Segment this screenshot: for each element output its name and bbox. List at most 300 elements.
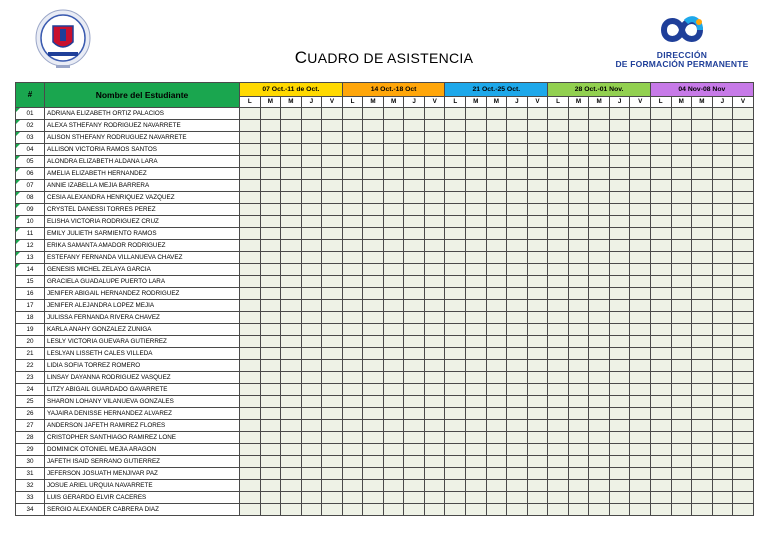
attendance-cell[interactable]: [445, 168, 466, 180]
attendance-cell[interactable]: [733, 144, 754, 156]
attendance-cell[interactable]: [712, 336, 733, 348]
attendance-cell[interactable]: [424, 288, 445, 300]
attendance-cell[interactable]: [466, 156, 487, 168]
attendance-cell[interactable]: [445, 492, 466, 504]
attendance-cell[interactable]: [692, 336, 713, 348]
attendance-cell[interactable]: [671, 504, 692, 516]
attendance-cell[interactable]: [692, 324, 713, 336]
attendance-cell[interactable]: [404, 396, 425, 408]
attendance-cell[interactable]: [548, 432, 569, 444]
attendance-cell[interactable]: [260, 348, 281, 360]
attendance-cell[interactable]: [363, 240, 384, 252]
attendance-cell[interactable]: [712, 408, 733, 420]
attendance-cell[interactable]: [671, 216, 692, 228]
attendance-cell[interactable]: [733, 372, 754, 384]
attendance-cell[interactable]: [650, 132, 671, 144]
attendance-cell[interactable]: [424, 324, 445, 336]
attendance-cell[interactable]: [342, 408, 363, 420]
attendance-cell[interactable]: [733, 384, 754, 396]
attendance-cell[interactable]: [404, 120, 425, 132]
attendance-cell[interactable]: [712, 492, 733, 504]
attendance-cell[interactable]: [404, 180, 425, 192]
attendance-cell[interactable]: [383, 360, 404, 372]
attendance-cell[interactable]: [404, 192, 425, 204]
attendance-cell[interactable]: [260, 384, 281, 396]
attendance-cell[interactable]: [712, 120, 733, 132]
attendance-cell[interactable]: [630, 216, 651, 228]
attendance-cell[interactable]: [692, 228, 713, 240]
attendance-cell[interactable]: [650, 228, 671, 240]
attendance-cell[interactable]: [486, 504, 507, 516]
attendance-cell[interactable]: [260, 372, 281, 384]
attendance-cell[interactable]: [609, 396, 630, 408]
attendance-cell[interactable]: [342, 108, 363, 120]
attendance-cell[interactable]: [445, 108, 466, 120]
attendance-cell[interactable]: [322, 336, 343, 348]
attendance-cell[interactable]: [671, 312, 692, 324]
attendance-cell[interactable]: [548, 132, 569, 144]
attendance-cell[interactable]: [301, 216, 322, 228]
attendance-cell[interactable]: [281, 108, 302, 120]
attendance-cell[interactable]: [650, 252, 671, 264]
attendance-cell[interactable]: [363, 444, 384, 456]
attendance-cell[interactable]: [383, 108, 404, 120]
attendance-cell[interactable]: [589, 336, 610, 348]
attendance-cell[interactable]: [424, 228, 445, 240]
attendance-cell[interactable]: [589, 492, 610, 504]
attendance-cell[interactable]: [301, 120, 322, 132]
attendance-cell[interactable]: [301, 144, 322, 156]
attendance-cell[interactable]: [260, 360, 281, 372]
attendance-cell[interactable]: [548, 312, 569, 324]
attendance-cell[interactable]: [630, 240, 651, 252]
attendance-cell[interactable]: [466, 120, 487, 132]
attendance-cell[interactable]: [404, 348, 425, 360]
attendance-cell[interactable]: [733, 108, 754, 120]
attendance-cell[interactable]: [445, 324, 466, 336]
attendance-cell[interactable]: [240, 492, 261, 504]
attendance-cell[interactable]: [486, 420, 507, 432]
attendance-cell[interactable]: [383, 156, 404, 168]
attendance-cell[interactable]: [486, 264, 507, 276]
attendance-cell[interactable]: [692, 300, 713, 312]
attendance-cell[interactable]: [589, 300, 610, 312]
attendance-cell[interactable]: [609, 408, 630, 420]
attendance-cell[interactable]: [342, 120, 363, 132]
attendance-cell[interactable]: [445, 180, 466, 192]
attendance-cell[interactable]: [486, 408, 507, 420]
attendance-cell[interactable]: [486, 324, 507, 336]
attendance-cell[interactable]: [363, 336, 384, 348]
attendance-cell[interactable]: [260, 240, 281, 252]
attendance-cell[interactable]: [692, 492, 713, 504]
attendance-cell[interactable]: [527, 168, 548, 180]
attendance-cell[interactable]: [383, 372, 404, 384]
attendance-cell[interactable]: [568, 192, 589, 204]
attendance-cell[interactable]: [281, 360, 302, 372]
attendance-cell[interactable]: [424, 168, 445, 180]
attendance-cell[interactable]: [404, 264, 425, 276]
attendance-cell[interactable]: [281, 168, 302, 180]
attendance-cell[interactable]: [692, 252, 713, 264]
attendance-cell[interactable]: [240, 276, 261, 288]
attendance-cell[interactable]: [445, 240, 466, 252]
attendance-cell[interactable]: [322, 324, 343, 336]
attendance-cell[interactable]: [650, 432, 671, 444]
attendance-cell[interactable]: [322, 372, 343, 384]
attendance-cell[interactable]: [260, 312, 281, 324]
attendance-cell[interactable]: [733, 168, 754, 180]
attendance-cell[interactable]: [548, 408, 569, 420]
attendance-cell[interactable]: [630, 372, 651, 384]
attendance-cell[interactable]: [671, 168, 692, 180]
attendance-cell[interactable]: [650, 480, 671, 492]
attendance-cell[interactable]: [281, 240, 302, 252]
attendance-cell[interactable]: [322, 156, 343, 168]
attendance-cell[interactable]: [342, 480, 363, 492]
attendance-cell[interactable]: [548, 480, 569, 492]
attendance-cell[interactable]: [322, 420, 343, 432]
attendance-cell[interactable]: [733, 456, 754, 468]
attendance-cell[interactable]: [568, 252, 589, 264]
attendance-cell[interactable]: [424, 312, 445, 324]
attendance-cell[interactable]: [445, 216, 466, 228]
attendance-cell[interactable]: [568, 228, 589, 240]
attendance-cell[interactable]: [527, 216, 548, 228]
attendance-cell[interactable]: [281, 204, 302, 216]
attendance-cell[interactable]: [301, 504, 322, 516]
attendance-cell[interactable]: [486, 312, 507, 324]
attendance-cell[interactable]: [589, 156, 610, 168]
attendance-cell[interactable]: [301, 348, 322, 360]
attendance-cell[interactable]: [712, 144, 733, 156]
attendance-cell[interactable]: [712, 252, 733, 264]
attendance-cell[interactable]: [671, 492, 692, 504]
attendance-cell[interactable]: [281, 504, 302, 516]
attendance-cell[interactable]: [445, 204, 466, 216]
attendance-cell[interactable]: [383, 216, 404, 228]
attendance-cell[interactable]: [301, 240, 322, 252]
attendance-cell[interactable]: [568, 156, 589, 168]
attendance-cell[interactable]: [260, 504, 281, 516]
attendance-cell[interactable]: [404, 300, 425, 312]
attendance-cell[interactable]: [548, 156, 569, 168]
attendance-cell[interactable]: [527, 120, 548, 132]
attendance-cell[interactable]: [692, 156, 713, 168]
attendance-cell[interactable]: [527, 408, 548, 420]
attendance-cell[interactable]: [363, 492, 384, 504]
attendance-cell[interactable]: [260, 468, 281, 480]
attendance-cell[interactable]: [424, 432, 445, 444]
attendance-cell[interactable]: [363, 312, 384, 324]
attendance-cell[interactable]: [671, 180, 692, 192]
attendance-cell[interactable]: [281, 420, 302, 432]
attendance-cell[interactable]: [671, 132, 692, 144]
attendance-cell[interactable]: [363, 108, 384, 120]
attendance-cell[interactable]: [589, 192, 610, 204]
attendance-cell[interactable]: [240, 144, 261, 156]
attendance-cell[interactable]: [527, 144, 548, 156]
attendance-cell[interactable]: [424, 396, 445, 408]
attendance-cell[interactable]: [568, 432, 589, 444]
attendance-cell[interactable]: [383, 132, 404, 144]
attendance-cell[interactable]: [671, 468, 692, 480]
attendance-cell[interactable]: [692, 168, 713, 180]
attendance-cell[interactable]: [342, 384, 363, 396]
attendance-cell[interactable]: [301, 336, 322, 348]
attendance-cell[interactable]: [281, 252, 302, 264]
attendance-cell[interactable]: [671, 480, 692, 492]
attendance-cell[interactable]: [650, 396, 671, 408]
attendance-cell[interactable]: [301, 252, 322, 264]
attendance-cell[interactable]: [486, 360, 507, 372]
attendance-cell[interactable]: [342, 444, 363, 456]
attendance-cell[interactable]: [630, 156, 651, 168]
attendance-cell[interactable]: [630, 444, 651, 456]
attendance-cell[interactable]: [260, 120, 281, 132]
attendance-cell[interactable]: [404, 108, 425, 120]
attendance-cell[interactable]: [589, 372, 610, 384]
attendance-cell[interactable]: [650, 360, 671, 372]
attendance-cell[interactable]: [712, 420, 733, 432]
attendance-cell[interactable]: [363, 324, 384, 336]
attendance-cell[interactable]: [322, 144, 343, 156]
attendance-cell[interactable]: [692, 192, 713, 204]
attendance-cell[interactable]: [240, 336, 261, 348]
attendance-cell[interactable]: [568, 204, 589, 216]
attendance-cell[interactable]: [240, 132, 261, 144]
attendance-cell[interactable]: [281, 372, 302, 384]
attendance-cell[interactable]: [260, 168, 281, 180]
attendance-cell[interactable]: [466, 336, 487, 348]
attendance-cell[interactable]: [322, 456, 343, 468]
attendance-cell[interactable]: [383, 228, 404, 240]
attendance-cell[interactable]: [486, 192, 507, 204]
attendance-cell[interactable]: [342, 468, 363, 480]
attendance-cell[interactable]: [260, 492, 281, 504]
attendance-cell[interactable]: [548, 504, 569, 516]
attendance-cell[interactable]: [692, 276, 713, 288]
attendance-cell[interactable]: [507, 108, 528, 120]
attendance-cell[interactable]: [712, 468, 733, 480]
attendance-cell[interactable]: [650, 144, 671, 156]
attendance-cell[interactable]: [548, 444, 569, 456]
attendance-cell[interactable]: [383, 300, 404, 312]
attendance-cell[interactable]: [301, 156, 322, 168]
attendance-cell[interactable]: [363, 372, 384, 384]
attendance-cell[interactable]: [260, 132, 281, 144]
attendance-cell[interactable]: [630, 168, 651, 180]
attendance-cell[interactable]: [507, 264, 528, 276]
attendance-cell[interactable]: [240, 408, 261, 420]
attendance-cell[interactable]: [712, 204, 733, 216]
attendance-cell[interactable]: [650, 444, 671, 456]
attendance-cell[interactable]: [424, 120, 445, 132]
attendance-cell[interactable]: [466, 228, 487, 240]
attendance-cell[interactable]: [342, 228, 363, 240]
attendance-cell[interactable]: [466, 192, 487, 204]
attendance-cell[interactable]: [301, 372, 322, 384]
attendance-cell[interactable]: [630, 396, 651, 408]
attendance-cell[interactable]: [240, 504, 261, 516]
attendance-cell[interactable]: [548, 384, 569, 396]
attendance-cell[interactable]: [240, 444, 261, 456]
attendance-cell[interactable]: [383, 120, 404, 132]
attendance-cell[interactable]: [363, 144, 384, 156]
attendance-cell[interactable]: [404, 336, 425, 348]
attendance-cell[interactable]: [712, 324, 733, 336]
attendance-cell[interactable]: [281, 324, 302, 336]
attendance-cell[interactable]: [301, 132, 322, 144]
attendance-cell[interactable]: [507, 360, 528, 372]
attendance-cell[interactable]: [650, 468, 671, 480]
attendance-cell[interactable]: [568, 300, 589, 312]
attendance-cell[interactable]: [383, 276, 404, 288]
attendance-cell[interactable]: [240, 324, 261, 336]
attendance-cell[interactable]: [486, 120, 507, 132]
attendance-cell[interactable]: [260, 480, 281, 492]
attendance-cell[interactable]: [630, 456, 651, 468]
attendance-cell[interactable]: [404, 444, 425, 456]
attendance-cell[interactable]: [342, 372, 363, 384]
attendance-cell[interactable]: [671, 108, 692, 120]
attendance-cell[interactable]: [322, 216, 343, 228]
attendance-cell[interactable]: [445, 252, 466, 264]
attendance-cell[interactable]: [650, 264, 671, 276]
attendance-cell[interactable]: [301, 168, 322, 180]
attendance-cell[interactable]: [548, 264, 569, 276]
attendance-cell[interactable]: [630, 468, 651, 480]
attendance-cell[interactable]: [404, 240, 425, 252]
attendance-cell[interactable]: [548, 348, 569, 360]
attendance-cell[interactable]: [260, 336, 281, 348]
attendance-cell[interactable]: [589, 360, 610, 372]
attendance-cell[interactable]: [712, 168, 733, 180]
attendance-cell[interactable]: [609, 456, 630, 468]
attendance-cell[interactable]: [260, 420, 281, 432]
attendance-cell[interactable]: [507, 384, 528, 396]
attendance-cell[interactable]: [712, 288, 733, 300]
attendance-cell[interactable]: [650, 120, 671, 132]
attendance-cell[interactable]: [404, 504, 425, 516]
attendance-cell[interactable]: [240, 288, 261, 300]
attendance-cell[interactable]: [424, 192, 445, 204]
attendance-cell[interactable]: [424, 108, 445, 120]
attendance-cell[interactable]: [383, 420, 404, 432]
attendance-cell[interactable]: [342, 492, 363, 504]
attendance-cell[interactable]: [507, 408, 528, 420]
attendance-cell[interactable]: [281, 288, 302, 300]
attendance-cell[interactable]: [260, 180, 281, 192]
attendance-cell[interactable]: [342, 216, 363, 228]
attendance-cell[interactable]: [527, 384, 548, 396]
attendance-cell[interactable]: [609, 192, 630, 204]
attendance-cell[interactable]: [507, 132, 528, 144]
attendance-cell[interactable]: [486, 372, 507, 384]
attendance-cell[interactable]: [466, 216, 487, 228]
attendance-cell[interactable]: [671, 192, 692, 204]
attendance-cell[interactable]: [466, 312, 487, 324]
attendance-cell[interactable]: [671, 252, 692, 264]
attendance-cell[interactable]: [301, 324, 322, 336]
attendance-cell[interactable]: [507, 180, 528, 192]
attendance-cell[interactable]: [712, 108, 733, 120]
attendance-cell[interactable]: [322, 444, 343, 456]
attendance-cell[interactable]: [466, 408, 487, 420]
attendance-cell[interactable]: [589, 408, 610, 420]
attendance-cell[interactable]: [383, 204, 404, 216]
attendance-cell[interactable]: [466, 276, 487, 288]
attendance-cell[interactable]: [630, 480, 651, 492]
attendance-cell[interactable]: [568, 144, 589, 156]
attendance-cell[interactable]: [281, 180, 302, 192]
attendance-cell[interactable]: [630, 432, 651, 444]
attendance-cell[interactable]: [240, 168, 261, 180]
attendance-cell[interactable]: [548, 288, 569, 300]
attendance-cell[interactable]: [507, 216, 528, 228]
attendance-cell[interactable]: [486, 492, 507, 504]
attendance-cell[interactable]: [733, 240, 754, 252]
attendance-cell[interactable]: [322, 120, 343, 132]
attendance-cell[interactable]: [568, 456, 589, 468]
attendance-cell[interactable]: [445, 432, 466, 444]
attendance-cell[interactable]: [363, 300, 384, 312]
attendance-cell[interactable]: [404, 456, 425, 468]
attendance-cell[interactable]: [301, 204, 322, 216]
attendance-cell[interactable]: [322, 168, 343, 180]
attendance-cell[interactable]: [240, 360, 261, 372]
attendance-cell[interactable]: [650, 504, 671, 516]
attendance-cell[interactable]: [609, 432, 630, 444]
attendance-cell[interactable]: [589, 420, 610, 432]
attendance-cell[interactable]: [424, 144, 445, 156]
attendance-cell[interactable]: [671, 408, 692, 420]
attendance-cell[interactable]: [692, 360, 713, 372]
attendance-cell[interactable]: [322, 276, 343, 288]
attendance-cell[interactable]: [733, 300, 754, 312]
attendance-cell[interactable]: [383, 444, 404, 456]
attendance-cell[interactable]: [671, 432, 692, 444]
attendance-cell[interactable]: [609, 360, 630, 372]
attendance-cell[interactable]: [507, 300, 528, 312]
attendance-cell[interactable]: [548, 204, 569, 216]
attendance-cell[interactable]: [733, 204, 754, 216]
attendance-cell[interactable]: [733, 252, 754, 264]
attendance-cell[interactable]: [527, 288, 548, 300]
attendance-cell[interactable]: [383, 336, 404, 348]
attendance-cell[interactable]: [671, 384, 692, 396]
attendance-cell[interactable]: [630, 348, 651, 360]
attendance-cell[interactable]: [301, 408, 322, 420]
attendance-cell[interactable]: [383, 384, 404, 396]
attendance-cell[interactable]: [486, 252, 507, 264]
attendance-cell[interactable]: [527, 156, 548, 168]
attendance-cell[interactable]: [301, 276, 322, 288]
attendance-cell[interactable]: [260, 300, 281, 312]
attendance-cell[interactable]: [650, 420, 671, 432]
attendance-cell[interactable]: [486, 216, 507, 228]
attendance-cell[interactable]: [548, 324, 569, 336]
attendance-cell[interactable]: [568, 324, 589, 336]
attendance-cell[interactable]: [609, 276, 630, 288]
attendance-cell[interactable]: [281, 408, 302, 420]
attendance-cell[interactable]: [630, 120, 651, 132]
attendance-cell[interactable]: [671, 156, 692, 168]
attendance-cell[interactable]: [630, 108, 651, 120]
attendance-cell[interactable]: [342, 192, 363, 204]
attendance-cell[interactable]: [692, 432, 713, 444]
attendance-cell[interactable]: [568, 168, 589, 180]
